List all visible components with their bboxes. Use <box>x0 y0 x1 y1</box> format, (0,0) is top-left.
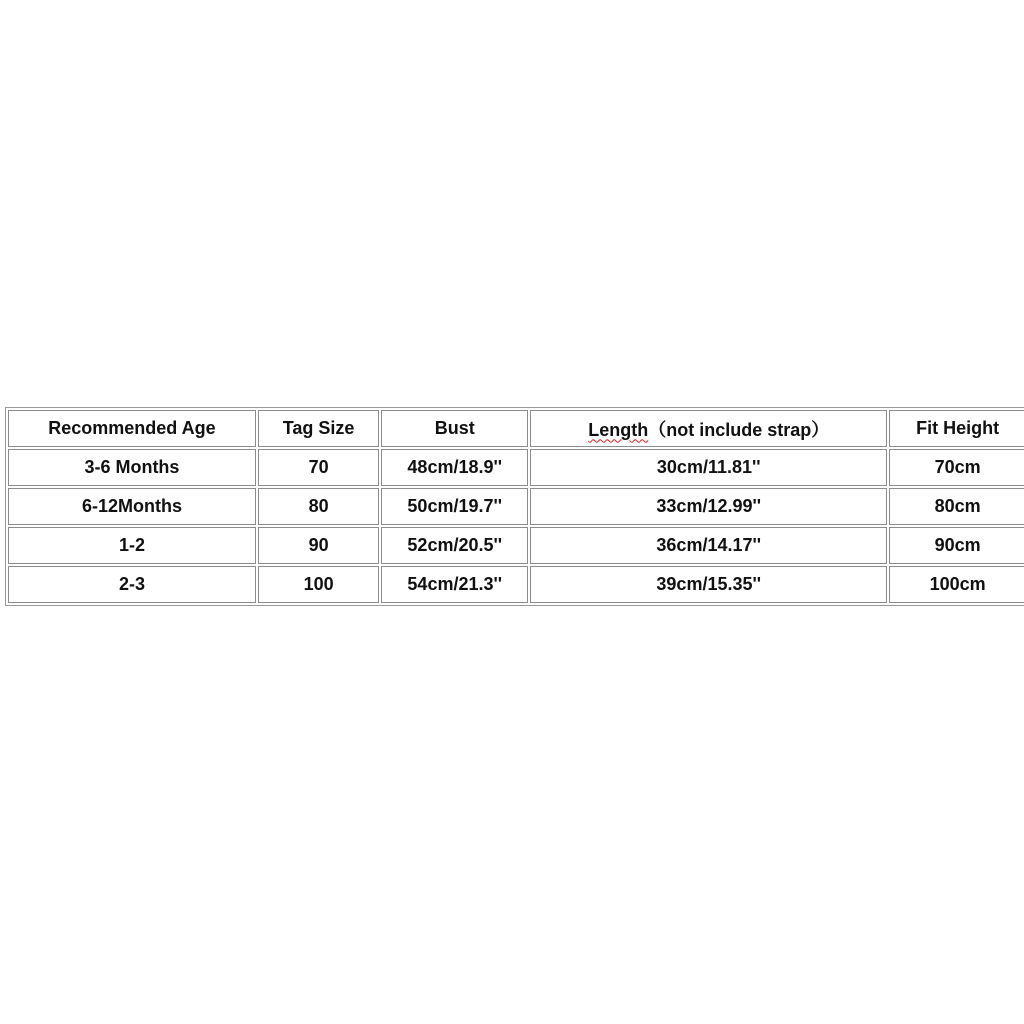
size-chart <box>5 407 1024 615</box>
cell-fit-height: 70cm <box>889 449 1024 486</box>
cell-bust: 50cm/19.7'' <box>381 488 528 525</box>
table-row <box>8 527 1024 564</box>
cell-tag-size: 70 <box>258 449 379 486</box>
cell-length: 30cm/11.81'' <box>530 449 887 486</box>
cell-fit-height: 80cm <box>889 488 1024 525</box>
cell-age: 3-6 Months <box>8 449 256 486</box>
header-length-word: Length <box>588 419 649 440</box>
cell-age: 1-2 <box>8 527 256 564</box>
cell-tag-size: 100 <box>258 566 379 603</box>
cell-fit-height: 100cm <box>889 566 1024 603</box>
table-row <box>8 566 1024 603</box>
cell-length: 33cm/12.99'' <box>530 488 887 525</box>
header-length <box>530 410 887 447</box>
cell-length: 39cm/15.35'' <box>530 566 887 603</box>
header-row <box>8 410 1024 447</box>
header-length-note: （not include strap） <box>648 419 830 440</box>
cell-bust: 54cm/21.3'' <box>381 566 528 603</box>
header-bust: Bust <box>381 410 528 447</box>
cell-fit-height: 90cm <box>889 527 1024 564</box>
cell-bust: 48cm/18.9'' <box>381 449 528 486</box>
cell-age: 2-3 <box>8 566 256 603</box>
cell-bust: 52cm/20.5'' <box>381 527 528 564</box>
cell-tag-size: 80 <box>258 488 379 525</box>
cell-tag-size: 90 <box>258 527 379 564</box>
header-fit-height: Fit Height <box>889 410 1024 447</box>
table-row <box>8 488 1024 525</box>
cell-length: 36cm/14.17'' <box>530 527 887 564</box>
header-recommended-age: Recommended Age <box>8 410 256 447</box>
size-table <box>5 407 1024 606</box>
table-row <box>8 449 1024 486</box>
header-tag-size: Tag Size <box>258 410 379 447</box>
cell-age: 6-12Months <box>8 488 256 525</box>
